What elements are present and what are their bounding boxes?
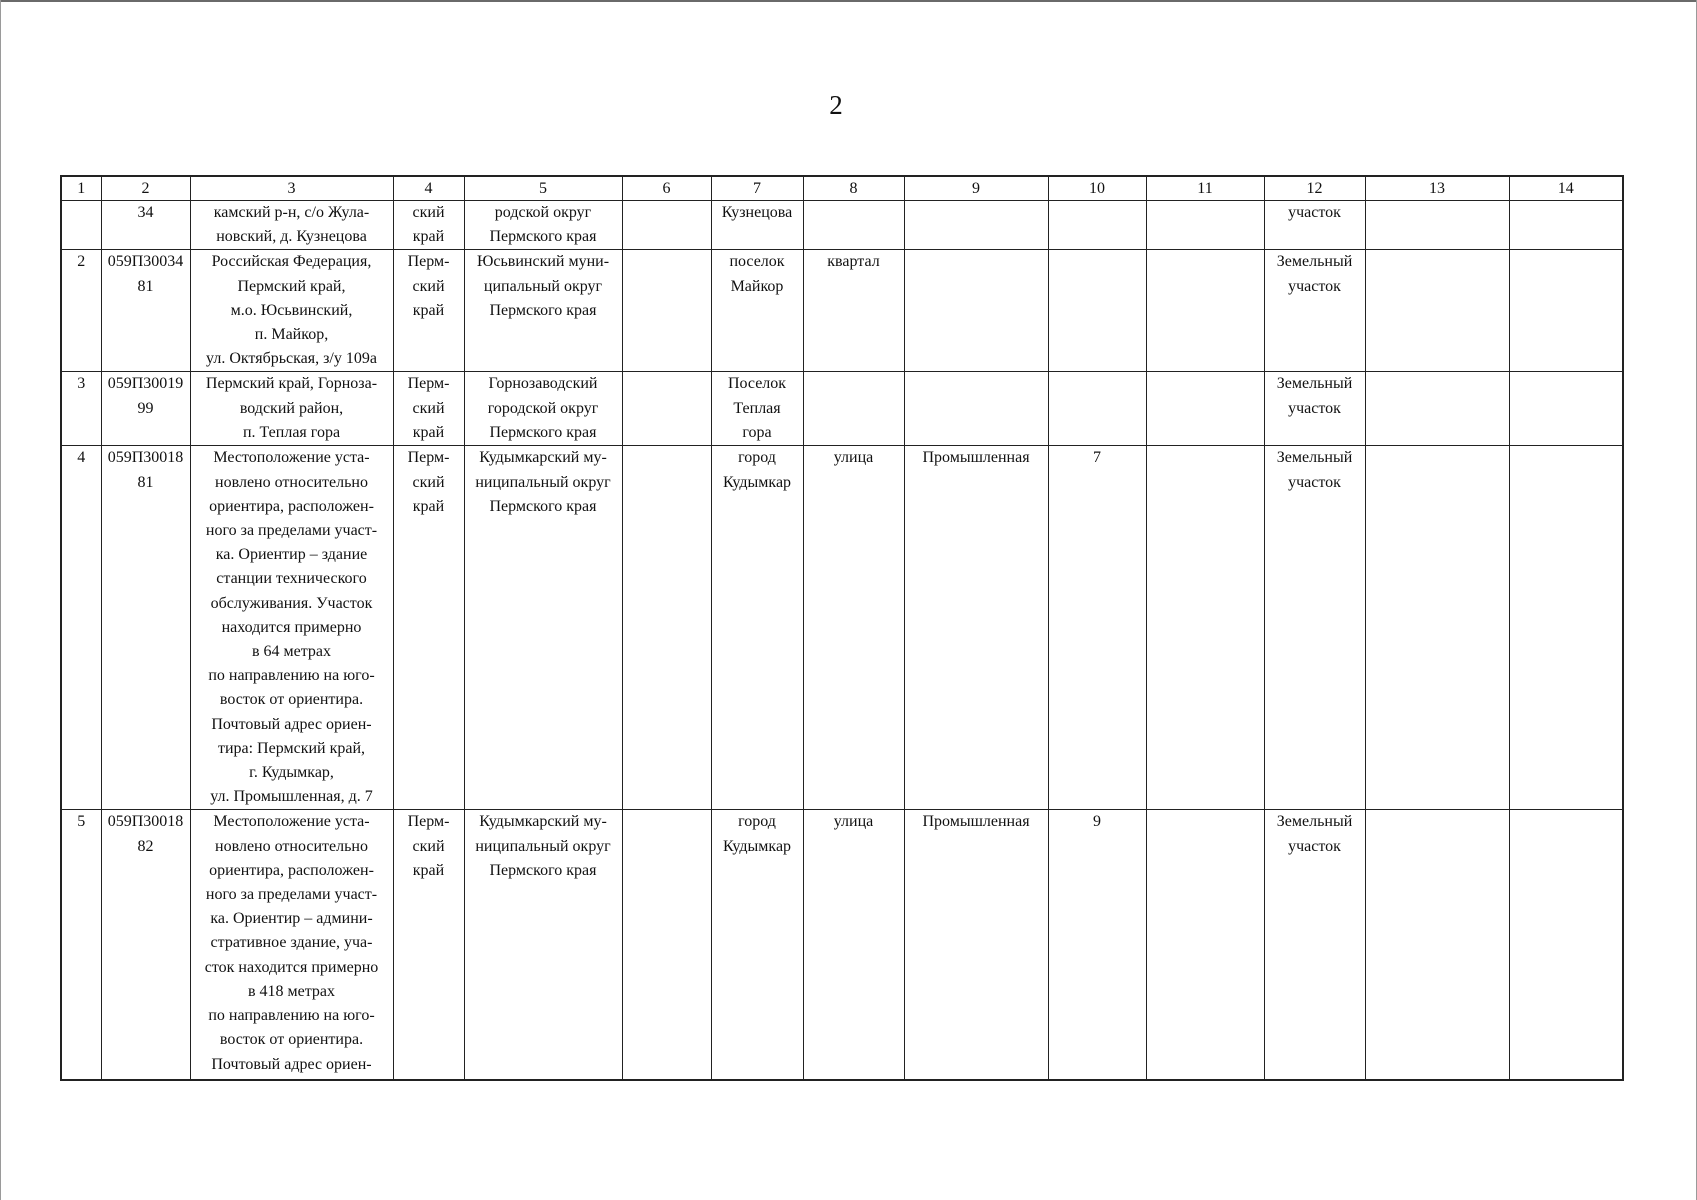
column-header: 13 bbox=[1365, 176, 1509, 201]
street-type bbox=[803, 201, 904, 250]
column-header: 12 bbox=[1264, 176, 1365, 201]
municipality: Юсьвинский муни- ципальный округ Пермского края bbox=[464, 250, 622, 372]
region: Перм- ский край bbox=[393, 372, 464, 446]
table-row bbox=[61, 810, 1623, 1081]
municipality: Кудымкарский му- ниципальный округ Пермского края bbox=[464, 810, 622, 1081]
street-type: квартал bbox=[803, 250, 904, 372]
house-number: 9 bbox=[1048, 810, 1146, 1081]
column-header: 3 bbox=[190, 176, 393, 201]
settlement: Поселок Теплая гора bbox=[711, 372, 803, 446]
scan-edge-top bbox=[0, 0, 1697, 2]
column-header: 8 bbox=[803, 176, 904, 201]
row-number: 3 bbox=[61, 372, 101, 446]
settlement: Кузнецова bbox=[711, 201, 803, 250]
cell-col-13 bbox=[1365, 446, 1509, 810]
table-row bbox=[61, 446, 1623, 810]
object-id: 059П30034 81 bbox=[101, 250, 190, 372]
column-header: 4 bbox=[393, 176, 464, 201]
municipality: Кудымкарский му- ниципальный округ Пермского края bbox=[464, 446, 622, 810]
table-row bbox=[61, 372, 1623, 446]
street-type: улица bbox=[803, 810, 904, 1081]
column-header: 5 bbox=[464, 176, 622, 201]
object-id: 059П30018 81 bbox=[101, 446, 190, 810]
region: ский край bbox=[393, 201, 464, 250]
row-number: 2 bbox=[61, 250, 101, 372]
street-name: Промышленная bbox=[904, 810, 1048, 1081]
municipality: родской округ Пермского края bbox=[464, 201, 622, 250]
address-register-table bbox=[60, 175, 1624, 1081]
street-type bbox=[803, 372, 904, 446]
cell-col-6 bbox=[622, 810, 711, 1081]
column-header: 10 bbox=[1048, 176, 1146, 201]
house-number: 7 bbox=[1048, 446, 1146, 810]
row-number: 5 bbox=[61, 810, 101, 1081]
cell-col-13 bbox=[1365, 810, 1509, 1081]
column-header: 9 bbox=[904, 176, 1048, 201]
cell-col-14 bbox=[1509, 250, 1623, 372]
street-name bbox=[904, 201, 1048, 250]
cell-col-6 bbox=[622, 201, 711, 250]
object-type: Земельный участок bbox=[1264, 446, 1365, 810]
cell-col-14 bbox=[1509, 446, 1623, 810]
house-number bbox=[1048, 250, 1146, 372]
object-id: 34 bbox=[101, 201, 190, 250]
settlement: город Кудымкар bbox=[711, 446, 803, 810]
address-text: камский р-н, с/о Жула- новский, д. Кузнецова bbox=[190, 201, 393, 250]
cell-col-11 bbox=[1146, 201, 1264, 250]
address-text: Местоположение уста- новлено относительно ориентира, расположен- ного за пределами участ- ка. Ориентир – здание станции технического обслуживания. Участок находится примерно в 64 метрах по направлению на юго- восток от ориентира. Почтовый адрес ориен- тира: Пермский край, г. Кудымкар, ул. Промышленная, д. 7 bbox=[190, 446, 393, 810]
row-number bbox=[61, 201, 101, 250]
column-header: 7 bbox=[711, 176, 803, 201]
street-name: Промышленная bbox=[904, 446, 1048, 810]
cell-col-6 bbox=[622, 250, 711, 372]
cell-col-6 bbox=[622, 372, 711, 446]
scan-edge-left bbox=[0, 0, 1, 1200]
column-header: 6 bbox=[622, 176, 711, 201]
cell-col-11 bbox=[1146, 446, 1264, 810]
street-name bbox=[904, 250, 1048, 372]
cell-col-13 bbox=[1365, 372, 1509, 446]
column-header: 2 bbox=[101, 176, 190, 201]
region: Перм- ский край bbox=[393, 810, 464, 1081]
municipality: Горнозаводский городской округ Пермского края bbox=[464, 372, 622, 446]
column-number-header-row bbox=[61, 176, 1623, 201]
settlement: город Кудымкар bbox=[711, 810, 803, 1081]
region: Перм- ский край bbox=[393, 446, 464, 810]
cell-col-13 bbox=[1365, 250, 1509, 372]
page-number: 2 bbox=[829, 90, 843, 120]
object-type: Земельный участок bbox=[1264, 250, 1365, 372]
object-type: участок bbox=[1264, 201, 1365, 250]
address-text: Местоположение уста- новлено относительно ориентира, расположен- ного за пределами участ- ка. Ориентир – админи- стративное здание, уча- сток находится примерно в 418 метрах по направлению на юго- восток от ориентира. Почтовый адрес ориен- bbox=[190, 810, 393, 1081]
column-header: 14 bbox=[1509, 176, 1623, 201]
street-name bbox=[904, 372, 1048, 446]
cell-col-13 bbox=[1365, 201, 1509, 250]
cell-col-11 bbox=[1146, 372, 1264, 446]
street-type: улица bbox=[803, 446, 904, 810]
cell-col-6 bbox=[622, 446, 711, 810]
object-type: Земельный участок bbox=[1264, 372, 1365, 446]
cell-col-11 bbox=[1146, 810, 1264, 1081]
house-number bbox=[1048, 201, 1146, 250]
cell-col-14 bbox=[1509, 201, 1623, 250]
row-number: 4 bbox=[61, 446, 101, 810]
object-id: 059П30019 99 bbox=[101, 372, 190, 446]
region: Перм- ский край bbox=[393, 250, 464, 372]
house-number bbox=[1048, 372, 1146, 446]
cell-col-14 bbox=[1509, 372, 1623, 446]
cell-col-11 bbox=[1146, 250, 1264, 372]
address-text: Российская Федерация, Пермский край, м.о. Юсьвинский, п. Майкор, ул. Октябрьская, з/у 109а bbox=[190, 250, 393, 372]
object-type: Земельный участок bbox=[1264, 810, 1365, 1081]
column-header: 1 bbox=[61, 176, 101, 201]
cell-col-14 bbox=[1509, 810, 1623, 1081]
object-id: 059П30018 82 bbox=[101, 810, 190, 1081]
table-row bbox=[61, 201, 1623, 250]
address-text: Пермский край, Горноза- водский район, п. Теплая гора bbox=[190, 372, 393, 446]
table-row bbox=[61, 250, 1623, 372]
column-header: 11 bbox=[1146, 176, 1264, 201]
settlement: поселок Майкор bbox=[711, 250, 803, 372]
